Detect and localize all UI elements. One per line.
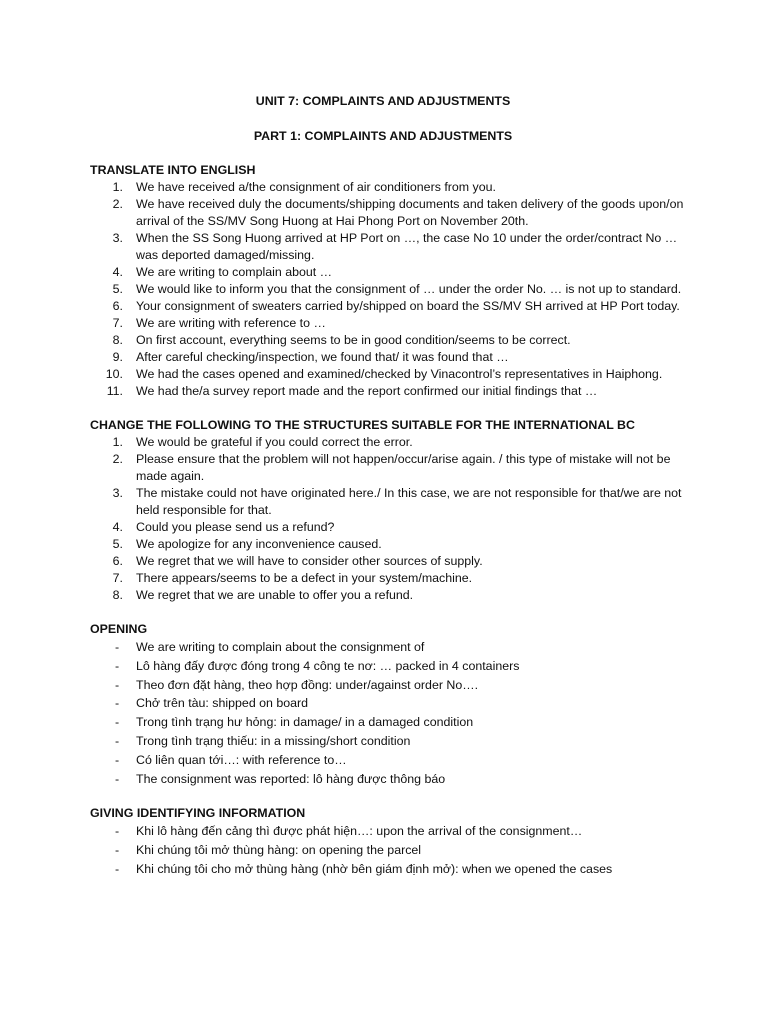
list-item-text: Khi chúng tôi cho mở thùng hàng (nhờ bên giám định mở): when we opened the cases (136, 861, 613, 876)
list-item-text: Trong tình trạng hư hỏng: in damage/ in a damaged condition (136, 715, 474, 730)
list-number: 7. (112, 316, 123, 330)
list-item-text: Có liên quan tới…: with reference to… (136, 752, 347, 767)
list-number: 6. (112, 554, 123, 568)
list-item (90, 485, 690, 519)
dashed-list (90, 638, 690, 788)
page-title: UNIT 7: COMPLAINTS AND ADJUSTMENTS (255, 94, 511, 108)
list-number: 4. (112, 520, 123, 534)
list-item (90, 822, 690, 841)
list-number: 6. (112, 299, 123, 313)
list-number: 4. (112, 265, 123, 279)
section-heading: CHANGE THE FOLLOWING TO THE STRUCTURES SUITABLE FOR THE INTERNATIONAL BC (90, 418, 635, 432)
list-item-text: We have received duly the documents/shipping documents and taken delivery of the goods upon/on arrival of the SS/MV Song Huong at Hai Phong Port on November 20th. (136, 197, 684, 228)
list-item-text: Lô hàng đấy được đóng trong 4 công te nơ: … packed in 4 containers (136, 658, 520, 673)
list-item-text: Theo đơn đặt hàng, theo hợp đồng: under/against order No…. (136, 677, 479, 692)
list-number: 2. (112, 197, 123, 211)
list-item (90, 519, 690, 536)
list-item (90, 751, 690, 770)
list-number: 1. (112, 180, 123, 194)
list-item (90, 366, 690, 383)
list-item-text: Khi lô hàng đến cảng thì được phát hiện…: upon the arrival of the consignment… (136, 824, 583, 839)
list-number: 7. (112, 571, 123, 585)
list-item (90, 315, 690, 332)
list-item-text: Chở trên tàu: shipped on board (136, 696, 309, 711)
section-heading: GIVING IDENTIFYING INFORMATION (90, 806, 306, 821)
list-item-text: We would be grateful if you could correct the error. (136, 435, 413, 449)
list-item-text: Please ensure that the problem will not happen/occur/arise again. / this type of mistake will not be made again. (136, 452, 671, 483)
list-item-text: We would like to inform you that the consignment of … under the order No. … is not up to standard. (136, 282, 682, 296)
list-item (90, 196, 690, 230)
list-item (90, 841, 690, 860)
list-item-text: The consignment was reported: lô hàng được thông báo (136, 771, 446, 786)
list-dash: - (115, 658, 120, 673)
section-1 (90, 162, 690, 400)
list-item (90, 179, 690, 196)
section-4 (90, 805, 690, 878)
list-item-text: We regret that we will have to consider other sources of supply. (136, 554, 483, 568)
list-item (90, 694, 690, 713)
list-dash: - (115, 861, 120, 876)
list-item-text: Trong tình trạng thiếu: in a missing/short condition (136, 733, 411, 748)
list-item (90, 860, 690, 879)
list-item (90, 349, 690, 366)
list-item-text: Your consignment of sweaters carried by/shipped on board the SS/MV SH arrived at HP Port today. (136, 299, 680, 313)
list-dash: - (115, 843, 120, 858)
list-item-text: On first account, everything seems to be in good condition/seems to be correct. (136, 333, 571, 347)
list-item (90, 770, 690, 789)
list-number: 3. (112, 486, 123, 500)
list-number: 10. (105, 367, 123, 381)
part-title: PART 1: COMPLAINTS AND ADJUSTMENTS (253, 129, 513, 143)
list-item (90, 281, 690, 298)
list-dash: - (115, 677, 120, 692)
list-item-text: We are writing with reference to … (136, 316, 326, 330)
list-item (90, 713, 690, 732)
list-number: 3. (112, 231, 123, 245)
list-dash: - (115, 640, 120, 654)
list-item (90, 676, 690, 695)
list-dash: - (115, 715, 120, 730)
list-item-text: Khi chúng tôi mở thùng hàng: on opening the parcel (136, 843, 422, 858)
list-item (90, 332, 690, 349)
list-item-text: We are writing to complain about … (136, 265, 333, 279)
list-dash: - (115, 696, 120, 711)
list-dash: - (115, 824, 120, 839)
dashed-list (90, 822, 690, 878)
list-item (90, 657, 690, 676)
list-item (90, 536, 690, 553)
list-item-text: When the SS Song Huong arrived at HP Port on …, the case No 10 under the order/contract No … was deported damaged/missing. (136, 231, 678, 262)
list-item-text: We apologize for any inconvenience caused. (136, 537, 382, 551)
list-item-text: We had the cases opened and examined/checked by Vinacontrol’s representatives in Haiphong. (136, 367, 663, 381)
list-item (90, 264, 690, 281)
list-number: 5. (112, 282, 123, 296)
list-item-text: The mistake could not have originated here./ In this case, we are not responsible for that/we are not held responsible for that. (136, 486, 682, 517)
list-item-text: We regret that we are unable to offer you a refund. (136, 588, 414, 602)
section-heading: OPENING (90, 622, 148, 636)
list-item (90, 553, 690, 570)
list-number: 8. (112, 333, 123, 347)
list-dash: - (115, 771, 120, 786)
list-item-text: We had the/a survey report made and the report confirmed our initial findings that … (136, 384, 598, 398)
list-number: 2. (112, 452, 123, 466)
list-item (90, 383, 690, 400)
list-item (90, 298, 690, 315)
list-number: 11. (106, 384, 123, 398)
list-dash: - (115, 733, 120, 748)
list-number: 5. (112, 537, 123, 551)
list-item-text: After careful checking/inspection, we found that/ it was found that … (136, 350, 509, 364)
list-item-text: We are writing to complain about the consignment of (136, 640, 425, 654)
numbered-list (90, 179, 690, 400)
list-item (90, 732, 690, 751)
list-item-text: We have received a/the consignment of air conditioners from you. (136, 180, 496, 194)
list-dash: - (115, 752, 120, 767)
list-item (90, 570, 690, 587)
list-item (90, 230, 690, 264)
list-item-text: Could you please send us a refund? (136, 520, 335, 534)
numbered-list (90, 434, 690, 604)
list-number: 9. (112, 350, 123, 364)
section-heading: TRANSLATE INTO ENGLISH (90, 163, 256, 177)
section-3 (90, 621, 690, 788)
list-item (90, 587, 690, 604)
list-item-text: There appears/seems to be a defect in your system/machine. (136, 571, 473, 585)
list-item (90, 638, 690, 657)
list-item (90, 434, 690, 451)
list-item (90, 451, 690, 485)
document-body (90, 93, 690, 896)
sections-container (90, 162, 690, 879)
section-2 (90, 417, 690, 604)
list-number: 1. (112, 435, 123, 449)
list-number: 8. (112, 588, 123, 602)
